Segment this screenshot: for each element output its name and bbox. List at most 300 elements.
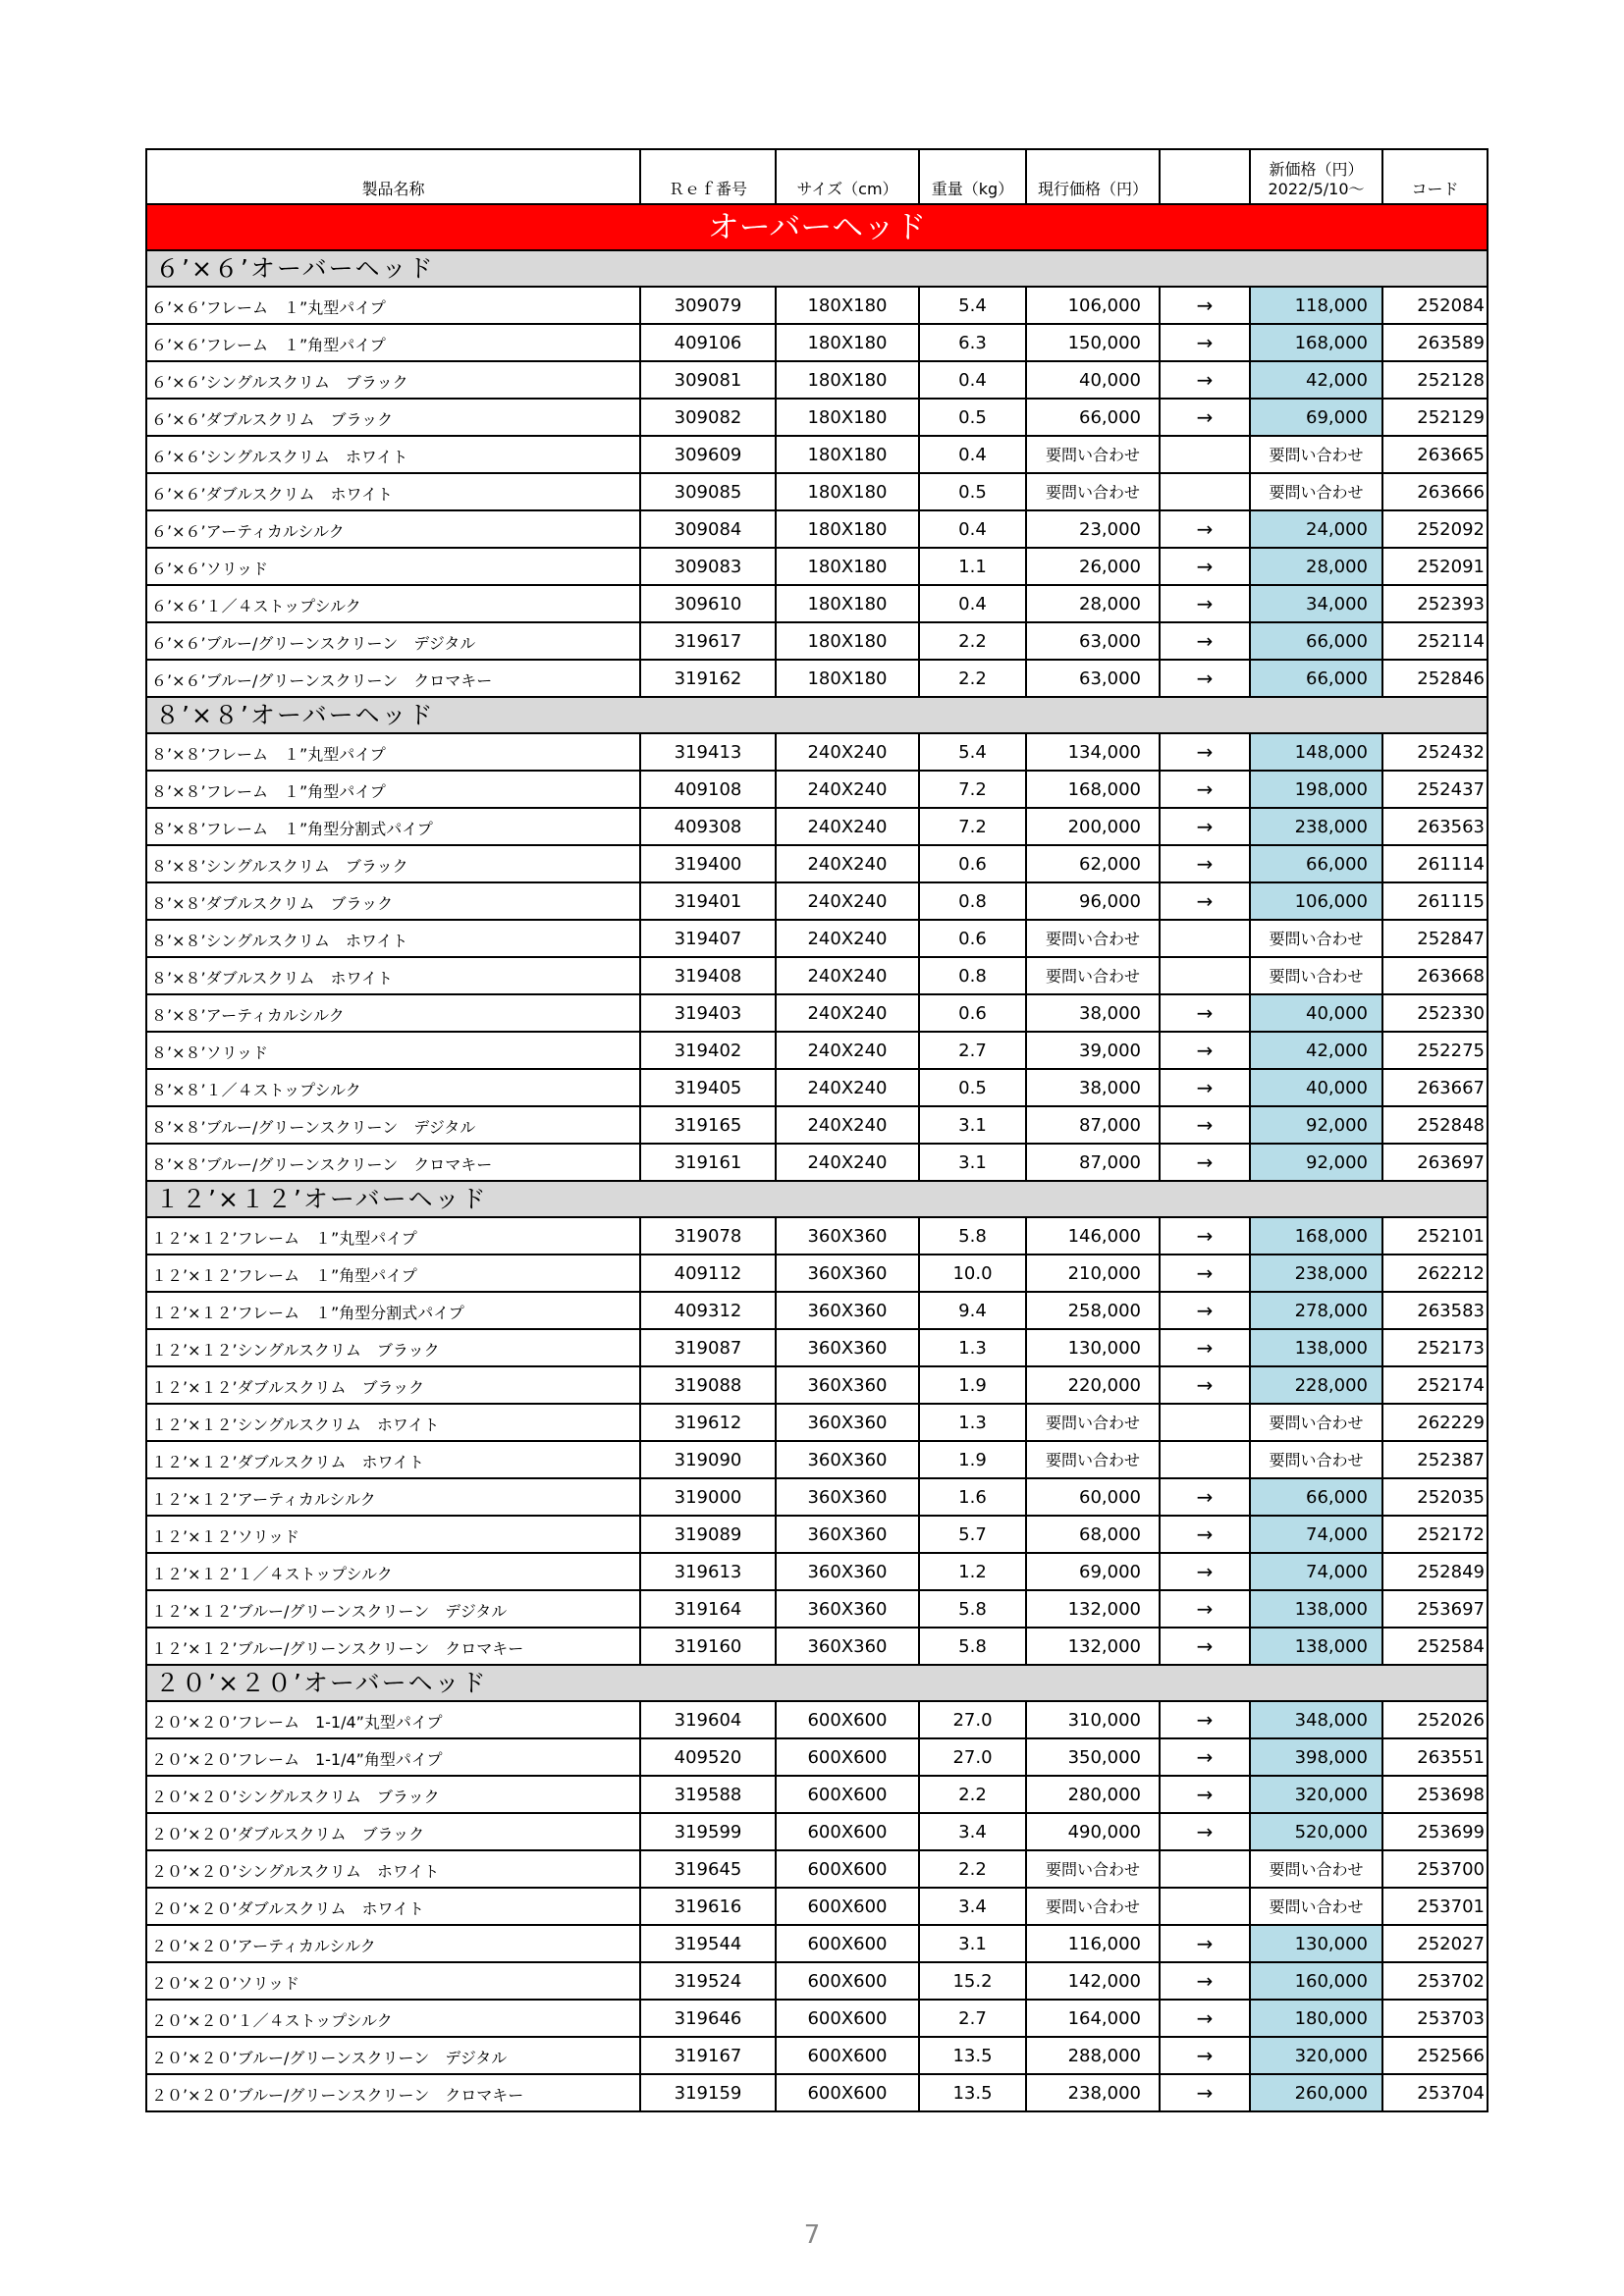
size-cell: 240X240 bbox=[776, 1106, 919, 1144]
ref-number-cell: 309082 bbox=[640, 399, 776, 436]
size-cell: 180X180 bbox=[776, 436, 919, 473]
ref-number-cell: 319405 bbox=[640, 1069, 776, 1106]
table-row bbox=[146, 622, 1488, 660]
ref-number-cell: 319090 bbox=[640, 1441, 776, 1478]
ref-number-cell: 319000 bbox=[640, 1478, 776, 1516]
product-code-cell: 252847 bbox=[1382, 920, 1488, 957]
table-row bbox=[146, 771, 1488, 808]
size-cell: 240X240 bbox=[776, 845, 919, 882]
weight-cell: 3.1 bbox=[919, 1106, 1026, 1144]
table-row bbox=[146, 324, 1488, 361]
weight-cell: 5.8 bbox=[919, 1217, 1026, 1255]
current-price-cell: 220,000 bbox=[1026, 1366, 1160, 1404]
arrow-cell bbox=[1160, 473, 1250, 510]
weight-cell: 5.7 bbox=[919, 1516, 1026, 1553]
header-row bbox=[146, 149, 1488, 204]
arrow-cell: → bbox=[1160, 1329, 1250, 1366]
product-code-cell: 252114 bbox=[1382, 622, 1488, 660]
weight-cell: 2.2 bbox=[919, 1776, 1026, 1813]
size-cell: 240X240 bbox=[776, 771, 919, 808]
product-name-cell: ８’×８’フレーム １”角型分割式パイプ bbox=[146, 808, 640, 845]
new-price-cell: 138,000 bbox=[1250, 1590, 1382, 1628]
weight-cell: 0.8 bbox=[919, 957, 1026, 994]
ref-number-cell: 319164 bbox=[640, 1590, 776, 1628]
banner-row bbox=[146, 204, 1488, 250]
current-price-cell: 96,000 bbox=[1026, 882, 1160, 920]
size-cell: 360X360 bbox=[776, 1590, 919, 1628]
product-name-cell: ８’×８’フレーム １”角型パイプ bbox=[146, 771, 640, 808]
header-size: サイズ（cm） bbox=[776, 149, 919, 204]
table-row bbox=[146, 510, 1488, 548]
current-price-cell: 63,000 bbox=[1026, 660, 1160, 697]
new-price-cell: 92,000 bbox=[1250, 1106, 1382, 1144]
arrow-cell: → bbox=[1160, 1032, 1250, 1069]
table-row bbox=[146, 1217, 1488, 1255]
new-price-cell: 130,000 bbox=[1250, 1925, 1382, 1962]
new-price-cell: 160,000 bbox=[1250, 1962, 1382, 2000]
product-name-cell: ２０’×２０’ダブルスクリム ブラック bbox=[146, 1813, 640, 1850]
product-code-cell: 263589 bbox=[1382, 324, 1488, 361]
table-row bbox=[146, 1106, 1488, 1144]
size-cell: 360X360 bbox=[776, 1516, 919, 1553]
ref-number-cell: 319407 bbox=[640, 920, 776, 957]
ref-number-cell: 409312 bbox=[640, 1292, 776, 1329]
new-price-cell: 348,000 bbox=[1250, 1701, 1382, 1738]
new-price-cell: 24,000 bbox=[1250, 510, 1382, 548]
table-row bbox=[146, 1032, 1488, 1069]
size-cell: 600X600 bbox=[776, 2000, 919, 2037]
ref-number-cell: 309085 bbox=[640, 473, 776, 510]
new-price-cell: 要問い合わせ bbox=[1250, 473, 1382, 510]
size-cell: 240X240 bbox=[776, 882, 919, 920]
arrow-cell: → bbox=[1160, 2074, 1250, 2111]
size-cell: 240X240 bbox=[776, 808, 919, 845]
size-cell: 600X600 bbox=[776, 1962, 919, 2000]
ref-number-cell: 319616 bbox=[640, 1888, 776, 1925]
product-name-cell: ２０’×２０’シングルスクリム ブラック bbox=[146, 1776, 640, 1813]
product-code-cell: 261115 bbox=[1382, 882, 1488, 920]
arrow-cell: → bbox=[1160, 1366, 1250, 1404]
current-price-cell: 63,000 bbox=[1026, 622, 1160, 660]
arrow-cell: → bbox=[1160, 1516, 1250, 1553]
weight-cell: 0.5 bbox=[919, 1069, 1026, 1106]
table-row bbox=[146, 660, 1488, 697]
product-code-cell: 252387 bbox=[1382, 1441, 1488, 1478]
product-code-cell: 263667 bbox=[1382, 1069, 1488, 1106]
current-price-cell: 310,000 bbox=[1026, 1701, 1160, 1738]
weight-cell: 2.2 bbox=[919, 1850, 1026, 1888]
product-code-cell: 253697 bbox=[1382, 1590, 1488, 1628]
table-row bbox=[146, 361, 1488, 399]
ref-number-cell: 309081 bbox=[640, 361, 776, 399]
product-code-cell: 262212 bbox=[1382, 1255, 1488, 1292]
current-price-cell: 106,000 bbox=[1026, 287, 1160, 324]
size-cell: 180X180 bbox=[776, 324, 919, 361]
current-price-cell: 要問い合わせ bbox=[1026, 957, 1160, 994]
product-name-cell: ２０’×２０’ソリッド bbox=[146, 1962, 640, 2000]
ref-number-cell: 319087 bbox=[640, 1329, 776, 1366]
size-cell: 360X360 bbox=[776, 1255, 919, 1292]
product-code-cell: 263665 bbox=[1382, 436, 1488, 473]
size-cell: 180X180 bbox=[776, 287, 919, 324]
table-row bbox=[146, 882, 1488, 920]
current-price-cell: 134,000 bbox=[1026, 733, 1160, 771]
arrow-cell: → bbox=[1160, 882, 1250, 920]
product-code-cell: 252128 bbox=[1382, 361, 1488, 399]
size-cell: 600X600 bbox=[776, 2037, 919, 2074]
section-header-row bbox=[146, 1665, 1488, 1701]
weight-cell: 13.5 bbox=[919, 2037, 1026, 2074]
ref-number-cell: 319161 bbox=[640, 1144, 776, 1181]
weight-cell: 2.2 bbox=[919, 660, 1026, 697]
arrow-cell: → bbox=[1160, 510, 1250, 548]
new-price-cell: 66,000 bbox=[1250, 845, 1382, 882]
current-price-cell: 150,000 bbox=[1026, 324, 1160, 361]
size-cell: 360X360 bbox=[776, 1217, 919, 1255]
product-name-cell: ６’×６’シングルスクリム ブラック bbox=[146, 361, 640, 399]
ref-number-cell: 319604 bbox=[640, 1701, 776, 1738]
current-price-cell: 132,000 bbox=[1026, 1590, 1160, 1628]
product-name-cell: １２’×１２’フレーム １”丸型パイプ bbox=[146, 1217, 640, 1255]
table-row bbox=[146, 2074, 1488, 2111]
arrow-cell: → bbox=[1160, 1255, 1250, 1292]
ref-number-cell: 409308 bbox=[640, 808, 776, 845]
size-cell: 360X360 bbox=[776, 1478, 919, 1516]
size-cell: 600X600 bbox=[776, 2074, 919, 2111]
ref-number-cell: 319408 bbox=[640, 957, 776, 994]
weight-cell: 27.0 bbox=[919, 1701, 1026, 1738]
new-price-cell: 42,000 bbox=[1250, 361, 1382, 399]
section-title: ２０’×２０’オーバーヘッド bbox=[146, 1665, 1488, 1701]
size-cell: 240X240 bbox=[776, 920, 919, 957]
size-cell: 360X360 bbox=[776, 1366, 919, 1404]
new-price-cell: 198,000 bbox=[1250, 771, 1382, 808]
product-name-cell: ８’×８’ダブルスクリム ブラック bbox=[146, 882, 640, 920]
arrow-cell bbox=[1160, 1850, 1250, 1888]
new-price-cell: 74,000 bbox=[1250, 1553, 1382, 1590]
current-price-cell: 87,000 bbox=[1026, 1144, 1160, 1181]
new-price-cell: 要問い合わせ bbox=[1250, 957, 1382, 994]
product-code-cell: 263668 bbox=[1382, 957, 1488, 994]
new-price-cell: 238,000 bbox=[1250, 1255, 1382, 1292]
weight-cell: 9.4 bbox=[919, 1292, 1026, 1329]
current-price-cell: 200,000 bbox=[1026, 808, 1160, 845]
arrow-cell: → bbox=[1160, 1590, 1250, 1628]
ref-number-cell: 319599 bbox=[640, 1813, 776, 1850]
new-price-cell: 148,000 bbox=[1250, 733, 1382, 771]
table-row bbox=[146, 1255, 1488, 1292]
new-price-cell: 118,000 bbox=[1250, 287, 1382, 324]
product-code-cell: 252172 bbox=[1382, 1516, 1488, 1553]
arrow-cell bbox=[1160, 1441, 1250, 1478]
weight-cell: 2.2 bbox=[919, 622, 1026, 660]
product-name-cell: ６’×６’ダブルスクリム ブラック bbox=[146, 399, 640, 436]
current-price-cell: 130,000 bbox=[1026, 1329, 1160, 1366]
arrow-cell bbox=[1160, 1888, 1250, 1925]
section-header-row bbox=[146, 250, 1488, 287]
current-price-cell: 要問い合わせ bbox=[1026, 436, 1160, 473]
size-cell: 600X600 bbox=[776, 1850, 919, 1888]
weight-cell: 1.1 bbox=[919, 548, 1026, 585]
product-code-cell: 252173 bbox=[1382, 1329, 1488, 1366]
weight-cell: 0.5 bbox=[919, 399, 1026, 436]
ref-number-cell: 319646 bbox=[640, 2000, 776, 2037]
product-code-cell: 252393 bbox=[1382, 585, 1488, 622]
table-row bbox=[146, 1925, 1488, 1962]
size-cell: 240X240 bbox=[776, 957, 919, 994]
arrow-cell: → bbox=[1160, 1106, 1250, 1144]
arrow-cell: → bbox=[1160, 324, 1250, 361]
new-price-cell: 40,000 bbox=[1250, 1069, 1382, 1106]
product-code-cell: 253700 bbox=[1382, 1850, 1488, 1888]
arrow-cell: → bbox=[1160, 622, 1250, 660]
arrow-cell: → bbox=[1160, 1813, 1250, 1850]
page-number: 7 bbox=[803, 2220, 821, 2250]
table-row bbox=[146, 1553, 1488, 1590]
product-name-cell: ８’×８’シングルスクリム ブラック bbox=[146, 845, 640, 882]
product-name-cell: １２’×１２’フレーム １”角型分割式パイプ bbox=[146, 1292, 640, 1329]
product-name-cell: ２０’×２０’ダブルスクリム ホワイト bbox=[146, 1888, 640, 1925]
product-name-cell: ８’×８’フレーム １”丸型パイプ bbox=[146, 733, 640, 771]
new-price-cell: 138,000 bbox=[1250, 1329, 1382, 1366]
new-price-cell: 66,000 bbox=[1250, 1478, 1382, 1516]
weight-cell: 5.4 bbox=[919, 733, 1026, 771]
weight-cell: 0.6 bbox=[919, 920, 1026, 957]
weight-cell: 1.9 bbox=[919, 1366, 1026, 1404]
arrow-cell: → bbox=[1160, 1217, 1250, 1255]
product-name-cell: ６’×６’ダブルスクリム ホワイト bbox=[146, 473, 640, 510]
product-name-cell: ８’×８’シングルスクリム ホワイト bbox=[146, 920, 640, 957]
table-row bbox=[146, 1329, 1488, 1366]
ref-number-cell: 319165 bbox=[640, 1106, 776, 1144]
product-name-cell: ２０’×２０’ブルー/グリーンスクリーン クロマキー bbox=[146, 2074, 640, 2111]
product-code-cell: 252432 bbox=[1382, 733, 1488, 771]
product-code-cell: 252101 bbox=[1382, 1217, 1488, 1255]
product-name-cell: ８’×８’ブルー/グリーンスクリーン クロマキー bbox=[146, 1144, 640, 1181]
arrow-cell: → bbox=[1160, 548, 1250, 585]
arrow-cell: → bbox=[1160, 845, 1250, 882]
section-header-row bbox=[146, 697, 1488, 733]
product-code-cell: 253699 bbox=[1382, 1813, 1488, 1850]
size-cell: 180X180 bbox=[776, 548, 919, 585]
product-name-cell: ６’×６’ブルー/グリーンスクリーン クロマキー bbox=[146, 660, 640, 697]
size-cell: 180X180 bbox=[776, 473, 919, 510]
product-name-cell: ２０’×２０’アーティカルシルク bbox=[146, 1925, 640, 1962]
arrow-cell: → bbox=[1160, 1738, 1250, 1776]
table-row bbox=[146, 1441, 1488, 1478]
ref-number-cell: 319078 bbox=[640, 1217, 776, 1255]
new-price-cell: 要問い合わせ bbox=[1250, 920, 1382, 957]
arrow-cell: → bbox=[1160, 1292, 1250, 1329]
section-title: １２’×１２’オーバーヘッド bbox=[146, 1181, 1488, 1217]
product-name-cell: １２’×１２’ブルー/グリーンスクリーン クロマキー bbox=[146, 1628, 640, 1665]
size-cell: 180X180 bbox=[776, 399, 919, 436]
arrow-cell: → bbox=[1160, 1144, 1250, 1181]
product-code-cell: 252849 bbox=[1382, 1553, 1488, 1590]
size-cell: 600X600 bbox=[776, 1738, 919, 1776]
header-code: コード bbox=[1382, 149, 1488, 204]
product-code-cell: 252275 bbox=[1382, 1032, 1488, 1069]
weight-cell: 10.0 bbox=[919, 1255, 1026, 1292]
current-price-cell: 要問い合わせ bbox=[1026, 1888, 1160, 1925]
arrow-cell: → bbox=[1160, 1553, 1250, 1590]
weight-cell: 0.4 bbox=[919, 436, 1026, 473]
product-name-cell: １２’×１２’ブルー/グリーンスクリーン デジタル bbox=[146, 1590, 640, 1628]
size-cell: 360X360 bbox=[776, 1553, 919, 1590]
product-code-cell: 263666 bbox=[1382, 473, 1488, 510]
ref-number-cell: 319089 bbox=[640, 1516, 776, 1553]
product-name-cell: １２’×１２’ダブルスクリム ホワイト bbox=[146, 1441, 640, 1478]
new-price-cell: 要問い合わせ bbox=[1250, 1404, 1382, 1441]
arrow-cell bbox=[1160, 436, 1250, 473]
current-price-cell: 288,000 bbox=[1026, 2037, 1160, 2074]
new-price-cell: 66,000 bbox=[1250, 660, 1382, 697]
weight-cell: 5.4 bbox=[919, 287, 1026, 324]
table-row bbox=[146, 399, 1488, 436]
new-price-cell: 228,000 bbox=[1250, 1366, 1382, 1404]
product-code-cell: 253703 bbox=[1382, 2000, 1488, 2037]
product-name-cell: ６’×６’ブルー/グリーンスクリーン デジタル bbox=[146, 622, 640, 660]
current-price-cell: 62,000 bbox=[1026, 845, 1160, 882]
new-price-cell: 138,000 bbox=[1250, 1628, 1382, 1665]
table-row bbox=[146, 1888, 1488, 1925]
arrow-cell: → bbox=[1160, 1925, 1250, 1962]
section-title: ８’×８’オーバーヘッド bbox=[146, 697, 1488, 733]
ref-number-cell: 309084 bbox=[640, 510, 776, 548]
weight-cell: 1.3 bbox=[919, 1329, 1026, 1366]
size-cell: 360X360 bbox=[776, 1329, 919, 1366]
weight-cell: 3.4 bbox=[919, 1888, 1026, 1925]
product-code-cell: 263563 bbox=[1382, 808, 1488, 845]
product-name-cell: １２’×１２’１／４ストップシルク bbox=[146, 1553, 640, 1590]
product-name-cell: ６’×６’アーティカルシルク bbox=[146, 510, 640, 548]
ref-number-cell: 409520 bbox=[640, 1738, 776, 1776]
table-row bbox=[146, 1962, 1488, 2000]
size-cell: 360X360 bbox=[776, 1628, 919, 1665]
arrow-cell: → bbox=[1160, 2000, 1250, 2037]
current-price-cell: 66,000 bbox=[1026, 399, 1160, 436]
new-price-cell: 34,000 bbox=[1250, 585, 1382, 622]
new-price-cell: 320,000 bbox=[1250, 2037, 1382, 2074]
product-code-cell: 262229 bbox=[1382, 1404, 1488, 1441]
size-cell: 360X360 bbox=[776, 1404, 919, 1441]
weight-cell: 0.6 bbox=[919, 994, 1026, 1032]
current-price-cell: 142,000 bbox=[1026, 1962, 1160, 2000]
ref-number-cell: 319402 bbox=[640, 1032, 776, 1069]
arrow-cell: → bbox=[1160, 1962, 1250, 2000]
new-price-cell: 要問い合わせ bbox=[1250, 436, 1382, 473]
table-row bbox=[146, 585, 1488, 622]
product-name-cell: ６’×６’ソリッド bbox=[146, 548, 640, 585]
ref-number-cell: 409112 bbox=[640, 1255, 776, 1292]
product-name-cell: １２’×１２’フレーム １”角型パイプ bbox=[146, 1255, 640, 1292]
table-row bbox=[146, 1776, 1488, 1813]
size-cell: 240X240 bbox=[776, 1069, 919, 1106]
product-name-cell: ６’×６’フレーム １”丸型パイプ bbox=[146, 287, 640, 324]
product-code-cell: 253698 bbox=[1382, 1776, 1488, 1813]
current-price-cell: 要問い合わせ bbox=[1026, 1850, 1160, 1888]
current-price-cell: 60,000 bbox=[1026, 1478, 1160, 1516]
weight-cell: 3.4 bbox=[919, 1813, 1026, 1850]
ref-number-cell: 319613 bbox=[640, 1553, 776, 1590]
header-new-price-line2: 2022/5/10～ bbox=[1268, 180, 1365, 198]
table-row bbox=[146, 1516, 1488, 1553]
size-cell: 240X240 bbox=[776, 733, 919, 771]
product-name-cell: ８’×８’アーティカルシルク bbox=[146, 994, 640, 1032]
table-row bbox=[146, 436, 1488, 473]
current-price-cell: 要問い合わせ bbox=[1026, 1441, 1160, 1478]
weight-cell: 3.1 bbox=[919, 1144, 1026, 1181]
product-code-cell: 252437 bbox=[1382, 771, 1488, 808]
current-price-cell: 69,000 bbox=[1026, 1553, 1160, 1590]
current-price-cell: 38,000 bbox=[1026, 994, 1160, 1032]
product-code-cell: 253702 bbox=[1382, 1962, 1488, 2000]
weight-cell: 2.7 bbox=[919, 1032, 1026, 1069]
section-title: ６’×６’オーバーヘッド bbox=[146, 250, 1488, 287]
product-name-cell: ２０’×２０’シングルスクリム ホワイト bbox=[146, 1850, 640, 1888]
ref-number-cell: 319403 bbox=[640, 994, 776, 1032]
new-price-cell: 168,000 bbox=[1250, 324, 1382, 361]
ref-number-cell: 319588 bbox=[640, 1776, 776, 1813]
product-name-cell: ６’×６’フレーム １”角型パイプ bbox=[146, 324, 640, 361]
table-row bbox=[146, 808, 1488, 845]
ref-number-cell: 309610 bbox=[640, 585, 776, 622]
current-price-cell: 38,000 bbox=[1026, 1069, 1160, 1106]
table-row bbox=[146, 1628, 1488, 1665]
header-current-price: 現行価格（円） bbox=[1026, 149, 1160, 204]
ref-number-cell: 319400 bbox=[640, 845, 776, 882]
product-code-cell: 252846 bbox=[1382, 660, 1488, 697]
header-arrow bbox=[1160, 149, 1250, 204]
size-cell: 360X360 bbox=[776, 1441, 919, 1478]
table-row bbox=[146, 920, 1488, 957]
arrow-cell: → bbox=[1160, 1701, 1250, 1738]
size-cell: 600X600 bbox=[776, 1925, 919, 1962]
size-cell: 180X180 bbox=[776, 660, 919, 697]
table-row bbox=[146, 733, 1488, 771]
product-code-cell: 263551 bbox=[1382, 1738, 1488, 1776]
new-price-cell: 168,000 bbox=[1250, 1217, 1382, 1255]
weight-cell: 13.5 bbox=[919, 2074, 1026, 2111]
arrow-cell: → bbox=[1160, 1069, 1250, 1106]
header-new-price bbox=[1250, 149, 1382, 204]
arrow-cell bbox=[1160, 920, 1250, 957]
product-code-cell: 263583 bbox=[1382, 1292, 1488, 1329]
weight-cell: 27.0 bbox=[919, 1738, 1026, 1776]
size-cell: 240X240 bbox=[776, 1032, 919, 1069]
product-code-cell: 252026 bbox=[1382, 1701, 1488, 1738]
new-price-cell: 要問い合わせ bbox=[1250, 1850, 1382, 1888]
table-row bbox=[146, 1850, 1488, 1888]
weight-cell: 5.8 bbox=[919, 1628, 1026, 1665]
size-cell: 180X180 bbox=[776, 510, 919, 548]
ref-number-cell: 319524 bbox=[640, 1962, 776, 2000]
product-code-cell: 252092 bbox=[1382, 510, 1488, 548]
product-code-cell: 252848 bbox=[1382, 1106, 1488, 1144]
size-cell: 360X360 bbox=[776, 1292, 919, 1329]
table-row bbox=[146, 957, 1488, 994]
weight-cell: 0.5 bbox=[919, 473, 1026, 510]
arrow-cell: → bbox=[1160, 808, 1250, 845]
current-price-cell: 要問い合わせ bbox=[1026, 473, 1160, 510]
product-name-cell: ２０’×２０’フレーム 1-1/4”丸型パイプ bbox=[146, 1701, 640, 1738]
table-row bbox=[146, 1590, 1488, 1628]
table-row bbox=[146, 1292, 1488, 1329]
new-price-cell: 278,000 bbox=[1250, 1292, 1382, 1329]
new-price-cell: 260,000 bbox=[1250, 2074, 1382, 2111]
size-cell: 180X180 bbox=[776, 622, 919, 660]
weight-cell: 7.2 bbox=[919, 771, 1026, 808]
